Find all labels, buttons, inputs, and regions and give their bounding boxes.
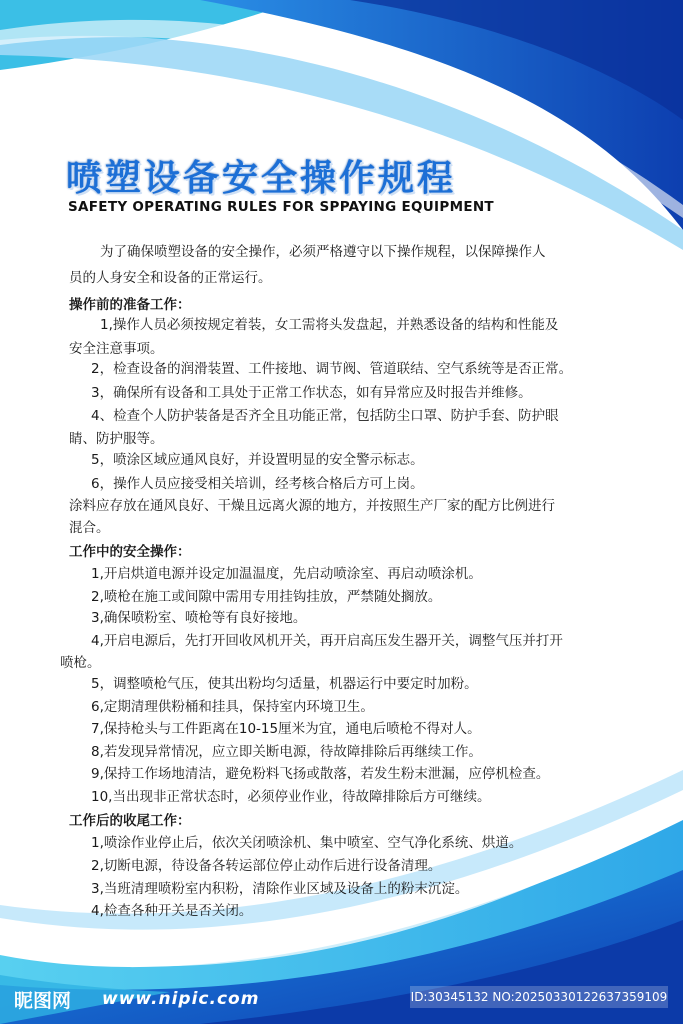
page-subtitle: SAFETY OPERATING RULES FOR SPPAYING EQUIPMENT: [68, 199, 494, 215]
rule-line: 2,切断电源，待设备各转运部位停止动作后进行设备清理。: [91, 858, 442, 874]
rule-line: 6,定期清理供粉桶和挂具，保持室内环境卫生。: [91, 699, 374, 715]
rule-line: 涂料应存放在通风良好、干燥且远离火源的地方，并按照生产厂家的配方比例进行: [69, 498, 555, 514]
watermark-site: www.nipic.com: [102, 989, 260, 1009]
rule-line: 3,当班清理喷粉室内积粉，清除作业区域及设备上的粉末沉淀。: [91, 881, 469, 897]
intro-line: 员的人身安全和设备的正常运行。: [69, 270, 272, 286]
watermark-logo: 昵图网: [14, 990, 72, 1012]
rule-line: 4、检查个人防护装备是否齐全且功能正常，包括防尘口罩、防护手套、防护眼: [91, 408, 559, 424]
rule-line: 3,确保喷粉室、喷枪等有良好接地。: [91, 610, 307, 626]
page-title: 喷塑设备安全操作规程: [66, 158, 457, 199]
section-heading-after: 工作后的收尾工作：: [69, 813, 191, 829]
rule-line: 8,若发现异常情况，应立即关断电源，待故障排除后再继续工作。: [91, 744, 482, 760]
intro-line: 为了确保喷塑设备的安全操作，必须严格遵守以下操作规程，以保障操作人: [100, 244, 546, 260]
rule-line: 5，调整喷枪气压，使其出粉均匀适量，机器运行中要定时加粉。: [91, 676, 478, 692]
rule-line: 1,喷涂作业停止后，依次关闭喷涂机、集中喷室、空气净化系统、烘道。: [91, 835, 523, 851]
section-heading-during: 工作中的安全操作：: [69, 544, 191, 560]
rule-line: 4,开启电源后，先打开回收风机开关，再开启高压发生器开关，调整气压并打开: [91, 633, 563, 649]
watermark-id: ID:30345132 NO:20250330122637359109: [410, 986, 668, 1008]
rule-line: 7,保持枪头与工件距离在10-15厘米为宜，通电后喷枪不得对人。: [91, 721, 481, 737]
rule-line: 4,检查各种开关是否关闭。: [91, 903, 253, 919]
rule-line: 1,操作人员必须按规定着装，女工需将头发盘起，并熟悉设备的结构和性能及: [100, 317, 559, 333]
rule-line: 混合。: [69, 520, 110, 536]
rule-line: 睛、防护服等。: [69, 431, 164, 447]
rule-line: 6，操作人员应接受相关培训，经考核合格后方可上岗。: [91, 476, 424, 492]
rule-line: 2，检查设备的润滑装置、工件接地、调节阀、管道联结、空气系统等是否正常。: [91, 361, 573, 377]
rule-line: 9,保持工作场地清洁，避免粉料飞扬或散落，若发生粉末泄漏，应停机检查。: [91, 766, 550, 782]
section-heading-pre: 操作前的准备工作：: [69, 297, 191, 313]
rule-line: 安全注意事项。: [69, 341, 164, 357]
rule-line: 5，喷涂区域应通风良好，并设置明显的安全警示标志。: [91, 452, 424, 468]
rule-line: 3，确保所有设备和工具处于正常工作状态，如有异常应及时报告并维修。: [91, 385, 532, 401]
rule-line: 1,开启烘道电源并设定加温温度，先启动喷涂室、再启动喷涂机。: [91, 566, 482, 582]
rule-line: 喷枪。: [60, 655, 101, 671]
rule-line: 2,喷枪在施工或间隙中需用专用挂钩挂放，严禁随处搁放。: [91, 589, 442, 605]
rule-line: 10,当出现非正常状态时，必须停业作业，待故障排除后方可继续。: [91, 789, 491, 805]
